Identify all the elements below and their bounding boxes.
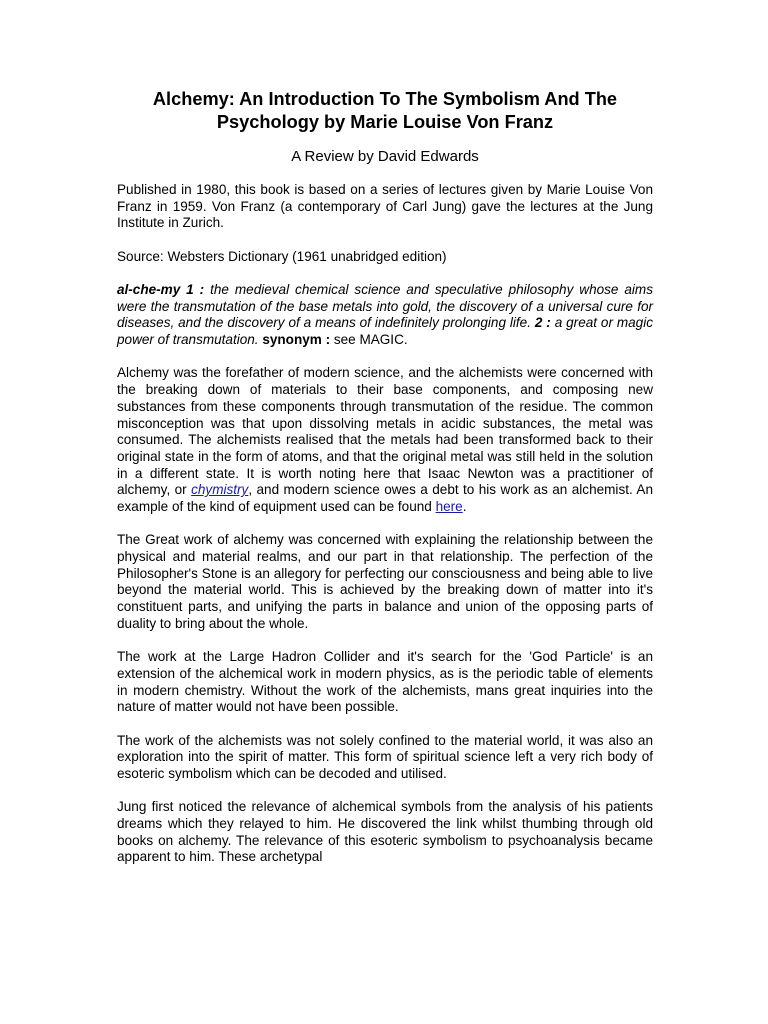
- definition-headword: al-che-my 1 :: [117, 282, 205, 297]
- jung-paragraph: Jung first noticed the relevance of alchemical symbols from the analysis of his patients dreams which they relayed to him. He discovered the link whilst thumbing through old books on alchemy. The relevance of this esoteric symbolism to psychoanalysis became apparent to him. These archetypal: [117, 799, 653, 865]
- great-work-paragraph: The Great work of alchemy was concerned with explaining the relationship between the physical and material realms, and our part in that relationship. The perfection of the Philosopher's Stone is an allegory for perfecting our consciousness and being able to live beyond the material world. This is achieved by the breaking down of matter into it's constituent parts, and unifying the parts in balance and union of the opposing parts of duality to bring about the whole.: [117, 532, 653, 631]
- here-link[interactable]: here: [435, 499, 463, 515]
- lhc-paragraph: The work at the Large Hadron Collider and it's search for the 'God Particle' is an extension of the alchemical work in modern physics, as is the periodic table of elements in modern chemistry. Without the work of the alchemists, mans great inquiries into the nature of matter would not have been possible.: [117, 649, 653, 715]
- spirit-paragraph: The work of the alchemists was not solely confined to the material world, it was also an exploration into the spirit of matter. This form of spiritual science left a very rich body of esoteric symbolism which can be decoded and utilised.: [117, 732, 653, 781]
- synonym-label: synonym :: [262, 332, 331, 348]
- source-line: Source: Websters Dictionary (1961 unabridged edition): [117, 248, 447, 264]
- definition-number-2: 2 :: [534, 315, 551, 331]
- intro-paragraph: Published in 1980, this book is based on a series of lectures given by Marie Louise Von Franz in 1959. Von Franz (a contemporary of Carl Jung) gave the lectures at the Jung Institute in Zurich.: [117, 182, 653, 231]
- forefather-paragraph: [117, 365, 653, 515]
- document-subtitle: A Review by David Edwards: [291, 148, 479, 165]
- definition-sense-2: a great or magic power of transmutation.: [117, 315, 653, 348]
- document-page: [117, 88, 653, 866]
- chymistry-link[interactable]: chymistry: [191, 482, 249, 498]
- document-title: Alchemy: An Introduction To The Symbolism And The Psychology by Marie Louise Von Franz: [152, 89, 618, 132]
- forefather-text-middle: , and modern science owes a debt to his work as an alchemist. An example of the kind of equipment used can be found: [117, 482, 653, 515]
- synonym-text: see MAGIC.: [330, 332, 408, 348]
- definition-paragraph: [117, 282, 653, 349]
- forefather-text: Alchemy was the forefather of modern science, and the alchemists were concerned with the breaking down of materials to their base components, and composing new substances from these components through transmutation of the residue. The common misconception was that upon dissolving metals in acidic substances, the metal was consumed. The alchemists realised that the metals had been transformed back to their original state in the form of atoms, and that the original metal was still held in the solution in a different state. It is worth noting here that Isaac Newton was a practitioner of alchemy, or: [117, 365, 653, 498]
- definition-sense-1: the medieval chemical science and speculative philosophy whose aims were the transmutation of the base metals into gold, the discovery of a universal cure for diseases, and the discovery of a means of indefinitely prolonging life.: [117, 282, 653, 331]
- forefather-text-end: .: [462, 499, 467, 515]
